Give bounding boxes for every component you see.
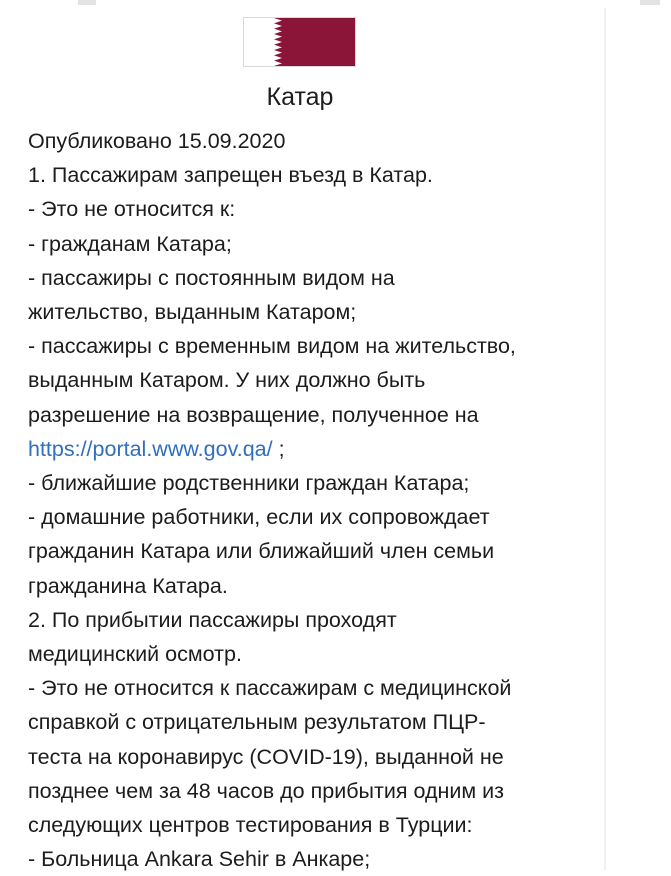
advisory-text (28, 124, 588, 876)
text-line: теста на коронавирус (COVID-19), выданной не (28, 744, 504, 769)
text-line: 2. По прибытии пассажиры проходят (28, 607, 397, 632)
text-line: позднее чем за 48 часов до прибытия одним из (28, 778, 505, 803)
portal-link[interactable]: https://portal.www.gov.qa/ (28, 436, 273, 461)
text-line: следующих центров тестирования в Турции: (28, 813, 473, 838)
text-line: жительство, выданным Катаром; (28, 300, 357, 325)
right-divider (604, 8, 606, 870)
published-date: Опубликовано 15.09.2020 (28, 129, 286, 153)
text-line: - ближайшие родственники граждан Катара; (28, 471, 470, 496)
text-line: - Больница Ankara Sehir в Анкаре; (28, 847, 371, 872)
text-line: - гражданам Катара; (28, 231, 232, 256)
portal-link-line (28, 432, 588, 466)
text-line: - пассажиры с постоянным видом на (28, 265, 395, 290)
country-title: Катар (266, 83, 334, 111)
text-line: - пассажиры с временным видом на жительство, (28, 334, 516, 359)
text-line: 1. Пассажирам запрещен въезд в Катар. (28, 163, 433, 188)
link-suffix: ; (272, 436, 285, 461)
text-line: выданным Катаром. У них должно быть (28, 368, 426, 393)
text-line: - Это не относится к: (28, 197, 236, 222)
text-line: справкой с отрицательным результатом ПЦР- (28, 710, 486, 735)
text-line: гражданин Катара или ближайший член семьи (28, 539, 495, 564)
text-line: гражданина Катара. (28, 573, 228, 598)
text-line: - Это не относится к пассажирам с медицинской (28, 676, 512, 701)
text-line: - домашние работники, если их сопровождает (28, 505, 490, 530)
text-line: медицинский осмотр. (28, 642, 242, 667)
qatar-flag-icon (243, 17, 356, 67)
top-edge-right (640, 0, 660, 5)
top-edge-left (78, 0, 96, 5)
text-line: разрешение на возвращение, полученное на (28, 402, 479, 427)
